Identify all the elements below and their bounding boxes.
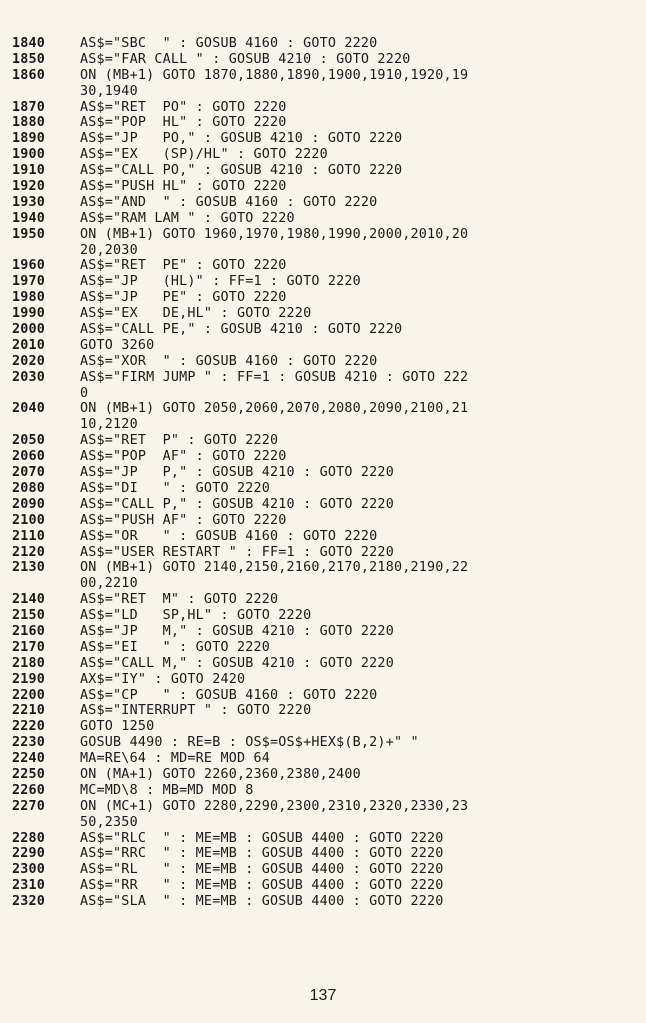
page-number: 137 — [309, 987, 337, 1004]
line-number: 2160 — [12, 623, 46, 639]
line-number: 2260 — [12, 782, 46, 798]
line-code: GOTO 1250 — [80, 719, 155, 735]
line-code: 50,2350 — [80, 814, 138, 830]
listing-line — [12, 894, 622, 910]
line-code: AS$="USER RESTART " : FF=1 : GOTO 2220 — [80, 544, 394, 560]
line-number: 2280 — [12, 830, 46, 846]
line-code: AS$="JP PE" : GOTO 2220 — [80, 290, 287, 306]
line-code: AS$="DI " : GOTO 2220 — [80, 480, 271, 496]
listing-continuation-line — [12, 84, 622, 100]
listing-line — [12, 672, 622, 688]
line-code: AS$="OR " : GOSUB 4160 : GOTO 2220 — [80, 528, 378, 544]
listing-line — [12, 163, 622, 179]
listing-line — [12, 608, 622, 624]
line-number: 2030 — [12, 369, 46, 385]
line-code: MC=MD\8 : MB=MD MOD 8 — [80, 782, 254, 798]
listing-line — [12, 783, 622, 799]
line-number: 2220 — [12, 719, 46, 735]
line-code: AS$="CALL PO," : GOSUB 4210 : GOTO 2220 — [80, 163, 403, 179]
line-code: AS$="CALL M," : GOSUB 4210 : GOTO 2220 — [80, 655, 394, 671]
line-code: AS$="SBC " : GOSUB 4160 : GOTO 2220 — [80, 36, 378, 51]
line-code: AS$="JP P," : GOSUB 4210 : GOTO 2220 — [80, 465, 394, 481]
line-number: 1840 — [12, 36, 46, 51]
line-code: AS$="EX DE,HL" : GOTO 2220 — [80, 306, 312, 322]
line-code: AS$="INTERRUPT " : GOTO 2220 — [80, 703, 312, 719]
line-code: AS$="CALL P," : GOSUB 4210 : GOTO 2220 — [80, 496, 394, 512]
line-code: AS$="CALL PE," : GOSUB 4210 : GOTO 2220 — [80, 322, 403, 338]
line-number: 1960 — [12, 258, 46, 274]
line-number: 2060 — [12, 449, 46, 465]
listing-line — [12, 703, 622, 719]
line-number: 1870 — [12, 99, 46, 115]
line-code: GOSUB 4490 : RE=B : OS$=OS$+HEX$(B,2)+" " — [80, 735, 419, 751]
line-code: ON (MB+1) GOTO 1960,1970,1980,1990,2000,2010,20 — [80, 226, 469, 242]
listing-continuation-line — [12, 243, 622, 259]
line-code: AS$="RET P" : GOTO 2220 — [80, 433, 279, 449]
listing-line — [12, 338, 622, 354]
line-number: 2320 — [12, 894, 46, 910]
line-code: AS$="RLC " : ME=MB : GOSUB 4400 : GOTO 2220 — [80, 830, 444, 846]
line-number: 2140 — [12, 592, 46, 608]
listing-continuation-line — [12, 576, 622, 592]
listing-line — [12, 529, 622, 545]
listing-line — [12, 846, 622, 862]
line-code: AS$="POP AF" : GOTO 2220 — [80, 449, 287, 465]
line-code: AS$="JP (HL)" : FF=1 : GOTO 2220 — [80, 274, 361, 290]
line-number: 2050 — [12, 433, 46, 449]
line-number: 1880 — [12, 115, 46, 131]
line-code: AX$="IY" : GOTO 2420 — [80, 671, 246, 687]
line-code: AS$="RET PE" : GOTO 2220 — [80, 258, 287, 274]
line-number: 1990 — [12, 306, 46, 322]
listing-continuation-line — [12, 386, 622, 402]
listing-line — [12, 147, 622, 163]
listing-line — [12, 560, 622, 576]
line-code: AS$="JP M," : GOSUB 4210 : GOTO 2220 — [80, 623, 394, 639]
line-code: AS$="LD SP,HL" : GOTO 2220 — [80, 608, 312, 624]
line-code: 30,1940 — [80, 83, 138, 99]
line-number: 1910 — [12, 163, 46, 179]
listing-line — [12, 322, 622, 338]
line-number: 2090 — [12, 496, 46, 512]
listing-line — [12, 449, 622, 465]
line-number: 1920 — [12, 179, 46, 195]
line-code: AS$="RET PO" : GOTO 2220 — [80, 99, 287, 115]
listing-line — [12, 751, 622, 767]
listing-line — [12, 68, 622, 84]
listing-line — [12, 433, 622, 449]
listing-line — [12, 465, 622, 481]
line-code: AS$="PUSH HL" : GOTO 2220 — [80, 179, 287, 195]
line-code: AS$="PUSH AF" : GOTO 2220 — [80, 512, 287, 528]
line-code: ON (MC+1) GOTO 2280,2290,2300,2310,2320,2330,23 — [80, 798, 469, 814]
listing-line — [12, 115, 622, 131]
line-code: AS$="POP HL" : GOTO 2220 — [80, 115, 287, 131]
line-code: GOTO 3260 — [80, 337, 155, 353]
listing-line — [12, 306, 622, 322]
listing-line — [12, 688, 622, 704]
listing-continuation-line — [12, 815, 622, 831]
listing-line — [12, 36, 622, 52]
listing-line — [12, 545, 622, 561]
line-number: 1980 — [12, 290, 46, 306]
line-number: 2040 — [12, 401, 46, 417]
line-code: 0 — [80, 385, 89, 401]
line-number: 2070 — [12, 465, 46, 481]
listing-line — [12, 656, 622, 672]
line-code: AS$="JP PO," : GOSUB 4210 : GOTO 2220 — [80, 131, 403, 147]
line-number: 2120 — [12, 544, 46, 560]
line-number: 2250 — [12, 766, 46, 782]
line-number: 2230 — [12, 735, 46, 751]
listing-line — [12, 878, 622, 894]
listing-line — [12, 227, 622, 243]
line-number: 2000 — [12, 322, 46, 338]
line-number: 2200 — [12, 687, 46, 703]
line-code: AS$="FIRM JUMP " : FF=1 : GOSUB 4210 : GOTO 222 — [80, 369, 469, 385]
basic-program-listing — [12, 36, 622, 910]
line-number: 2210 — [12, 703, 46, 719]
line-number: 1940 — [12, 210, 46, 226]
listing-line — [12, 195, 622, 211]
listing-line — [12, 513, 622, 529]
line-code: AS$="SLA " : ME=MB : GOSUB 4400 : GOTO 2220 — [80, 894, 444, 910]
line-number: 2150 — [12, 608, 46, 624]
listing-line — [12, 52, 622, 68]
listing-line — [12, 258, 622, 274]
line-number: 2270 — [12, 798, 46, 814]
line-code: MA=RE\64 : MD=RE MOD 64 — [80, 751, 271, 767]
line-code: AS$="RAM LAM " : GOTO 2220 — [80, 210, 295, 226]
listing-line — [12, 481, 622, 497]
line-number: 1860 — [12, 67, 46, 83]
listing-line — [12, 719, 622, 735]
line-code: ON (MB+1) GOTO 1870,1880,1890,1900,1910,1920,19 — [80, 67, 469, 83]
line-code: ON (MA+1) GOTO 2260,2360,2380,2400 — [80, 766, 361, 782]
line-number: 2080 — [12, 480, 46, 496]
listing-line — [12, 131, 622, 147]
listing-line — [12, 592, 622, 608]
listing-line — [12, 624, 622, 640]
line-number: 1950 — [12, 226, 46, 242]
listing-line — [12, 211, 622, 227]
line-code: AS$="RR " : ME=MB : GOSUB 4400 : GOTO 2220 — [80, 878, 444, 894]
line-number: 2110 — [12, 528, 46, 544]
line-number: 1970 — [12, 274, 46, 290]
line-code: AS$="XOR " : GOSUB 4160 : GOTO 2220 — [80, 353, 378, 369]
listing-line — [12, 354, 622, 370]
listing-continuation-line — [12, 417, 622, 433]
line-number: 1850 — [12, 51, 46, 67]
line-number: 2310 — [12, 878, 46, 894]
line-code: AS$="EI " : GOTO 2220 — [80, 639, 271, 655]
line-number: 1930 — [12, 194, 46, 210]
line-code: AS$="RL " : ME=MB : GOSUB 4400 : GOTO 2220 — [80, 862, 444, 878]
line-number: 2240 — [12, 751, 46, 767]
listing-line — [12, 735, 622, 751]
listing-line — [12, 640, 622, 656]
line-code: AS$="FAR CALL " : GOSUB 4210 : GOTO 2220 — [80, 51, 411, 67]
line-number: 2130 — [12, 560, 46, 576]
line-code: ON (MB+1) GOTO 2050,2060,2070,2080,2090,2100,21 — [80, 401, 469, 417]
listing-line — [12, 179, 622, 195]
line-code: AS$="CP " : GOSUB 4160 : GOTO 2220 — [80, 687, 378, 703]
line-number: 2180 — [12, 655, 46, 671]
line-code: 20,2030 — [80, 242, 138, 258]
listing-line — [12, 799, 622, 815]
line-number: 1900 — [12, 147, 46, 163]
line-number: 2290 — [12, 846, 46, 862]
line-code: 10,2120 — [80, 417, 138, 433]
line-code: ON (MB+1) GOTO 2140,2150,2160,2170,2180,2190,22 — [80, 560, 469, 576]
line-number: 2190 — [12, 671, 46, 687]
listing-line — [12, 290, 622, 306]
line-code: 00,2210 — [80, 576, 138, 592]
listing-line — [12, 401, 622, 417]
line-code: AS$="RET M" : GOTO 2220 — [80, 592, 279, 608]
line-number: 2100 — [12, 512, 46, 528]
line-number: 2300 — [12, 862, 46, 878]
listing-line — [12, 831, 622, 847]
line-code: AS$="EX (SP)/HL" : GOTO 2220 — [80, 147, 328, 163]
listing-line — [12, 767, 622, 783]
listing-line — [12, 274, 622, 290]
line-code: AS$="RRC " : ME=MB : GOSUB 4400 : GOTO 2220 — [80, 846, 444, 862]
line-number: 2020 — [12, 353, 46, 369]
listing-line — [12, 370, 622, 386]
line-number: 2170 — [12, 639, 46, 655]
listing-line — [12, 497, 622, 513]
listing-line — [12, 100, 622, 116]
line-number: 1890 — [12, 131, 46, 147]
line-number: 2010 — [12, 337, 46, 353]
listing-line — [12, 862, 622, 878]
line-code: AS$="AND " : GOSUB 4160 : GOTO 2220 — [80, 194, 378, 210]
